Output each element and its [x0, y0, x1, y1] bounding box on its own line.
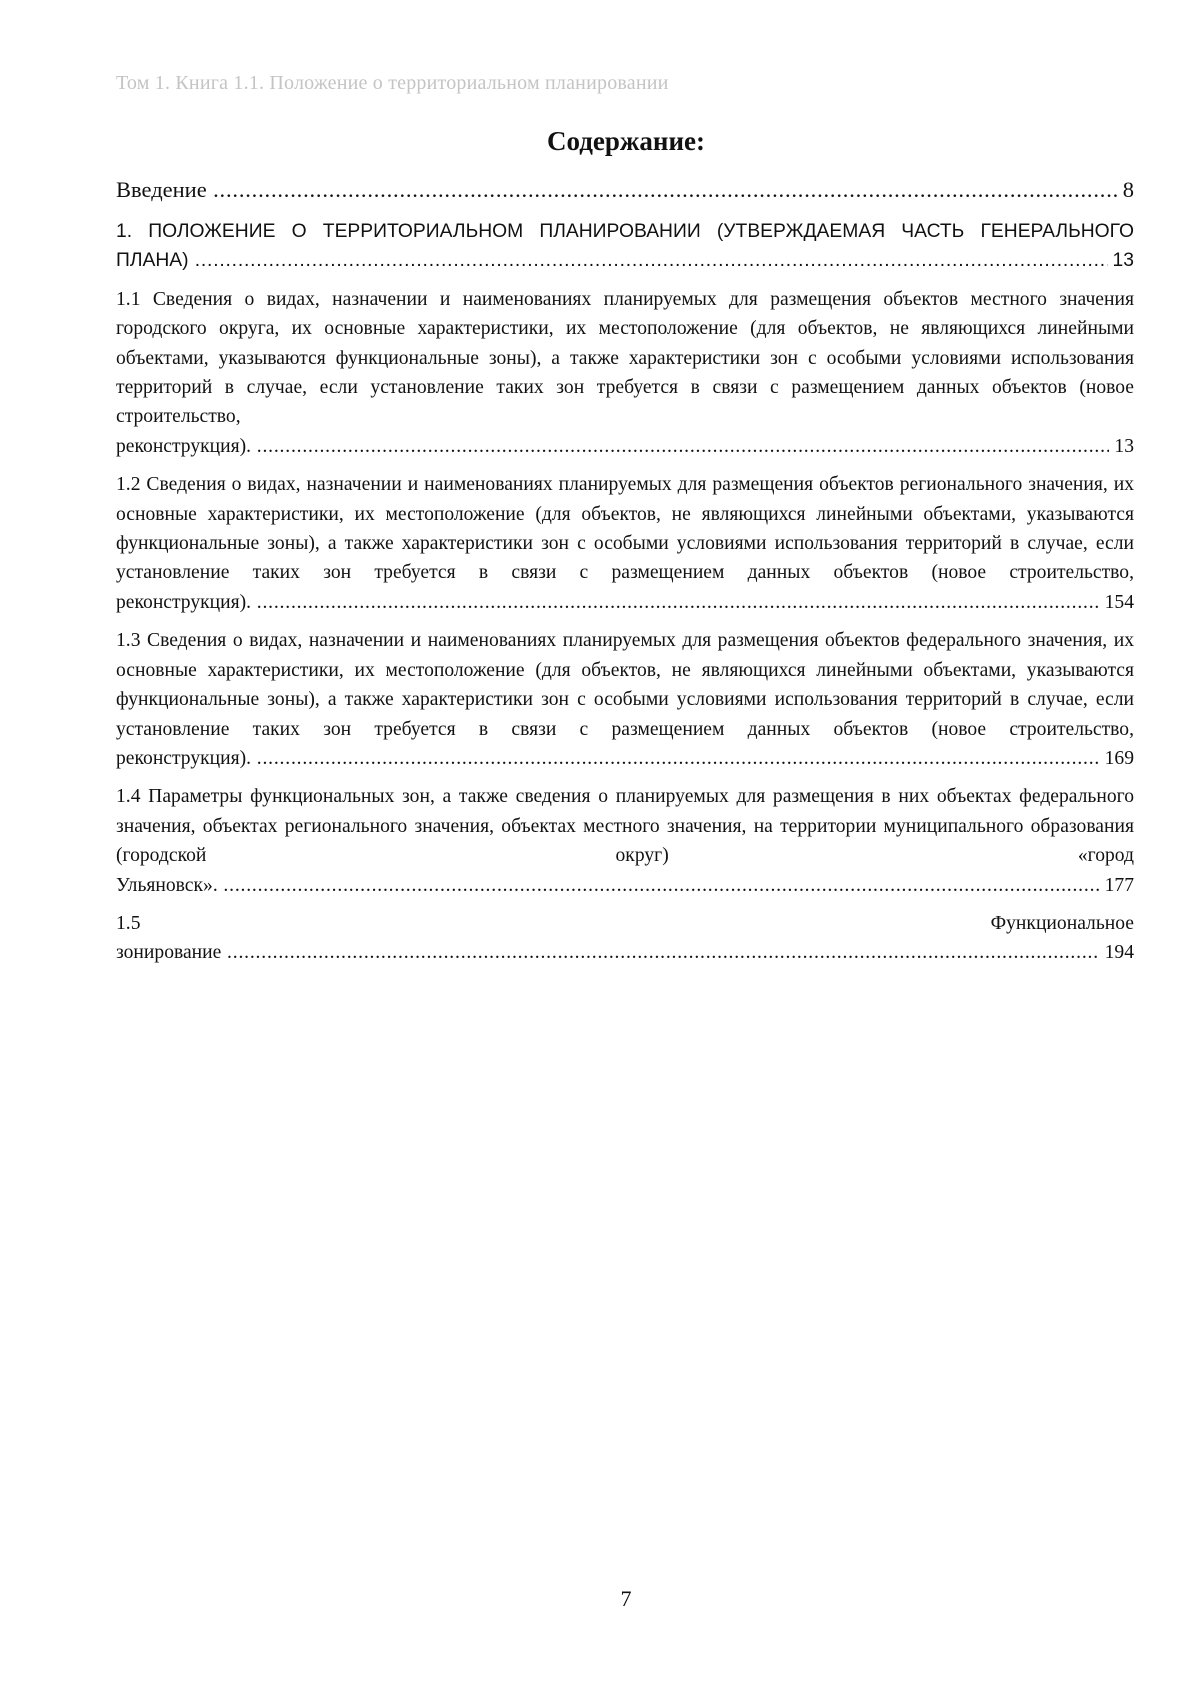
toc-entry-section-1-1[interactable] [116, 285, 1134, 461]
toc-entry-page: 13 [1108, 246, 1134, 275]
running-header: Том 1. Книга 1.1. Положение о территориальном планировании [116, 72, 669, 94]
toc-entry-section-1[interactable] [116, 217, 1134, 276]
toc-entry-page: 154 [1100, 588, 1134, 617]
toc-entry-text: 1.1 Сведения о видах, назначении и наименованиях планируемых для размещения объектов местного значения городского округа, их основные характеристики, их местоположение (для объектов, не являющихся линейными объектами, указываются функциональные зоны), а также характеристики зон с особыми условиями использования территорий в случае, если установление таких зон требуется в связи с размещением данных объектов (новое строительство, реконструкция). ..... [116, 289, 1134, 457]
table-of-contents [116, 175, 1134, 977]
toc-title: Содержание: [546, 126, 706, 156]
toc-entry-text: Введение ..... [116, 177, 1134, 202]
toc-entry-text: 1.4 Параметры функциональных зон, а также сведения о планируемых для размещения в них объектах федерального значения, объектах регионального значения, объектах местного значения, на территории муниципального образования (городской округ) «город Ульяновск». ..... [116, 786, 1134, 895]
toc-entry-page: 177 [1100, 871, 1134, 900]
toc-entry-page: 13 [1109, 432, 1134, 461]
toc-entry-section-1-2[interactable] [116, 470, 1134, 617]
toc-entry-text: 1.5 Функциональное зонирование ..... [116, 913, 1134, 963]
toc-entry-introduction[interactable] [116, 175, 1134, 205]
toc-entry-text: 1.2 Сведения о видах, назначении и наименованиях планируемых для размещения объектов регионального значения, их основные характеристики, их местоположение (для объектов, не являющихся линейными объектами, указываются функциональные зоны), а также характеристики зон с особыми условиями использования территорий в случае, если установление таких зон требуется в связи с размещением данных объектов (новое строительство, реконструкция). ..... [116, 474, 1134, 613]
toc-entry-page: 169 [1100, 744, 1134, 773]
toc-entry-page: 8 [1118, 175, 1134, 205]
toc-entry-text: 1.3 Сведения о видах, назначении и наименованиях планируемых для размещения объектов федерального значения, их основные характеристики, их местоположение (для объектов, не являющихся линейными объектами, указываются функциональные зоны), а также характеристики зон с особыми условиями использования территорий в случае, если установление таких зон требуется в связи с размещением данных объектов (новое строительство, реконструкция). ..... [116, 630, 1134, 769]
toc-entry-section-1-4[interactable] [116, 782, 1134, 900]
toc-entry-section-1-3[interactable] [116, 626, 1134, 773]
toc-entry-page: 194 [1100, 938, 1134, 967]
page-number: 7 [620, 1586, 632, 1611]
toc-entry-section-1-5[interactable] [116, 909, 1134, 968]
toc-entry-text: 1. ПОЛОЖЕНИЕ О ТЕРРИТОРИАЛЬНОМ ПЛАНИРОВАНИИ (УТВЕРЖДАЕМАЯ ЧАСТЬ ГЕНЕРАЛЬНОГО ПЛАНА) ..... [116, 221, 1134, 271]
